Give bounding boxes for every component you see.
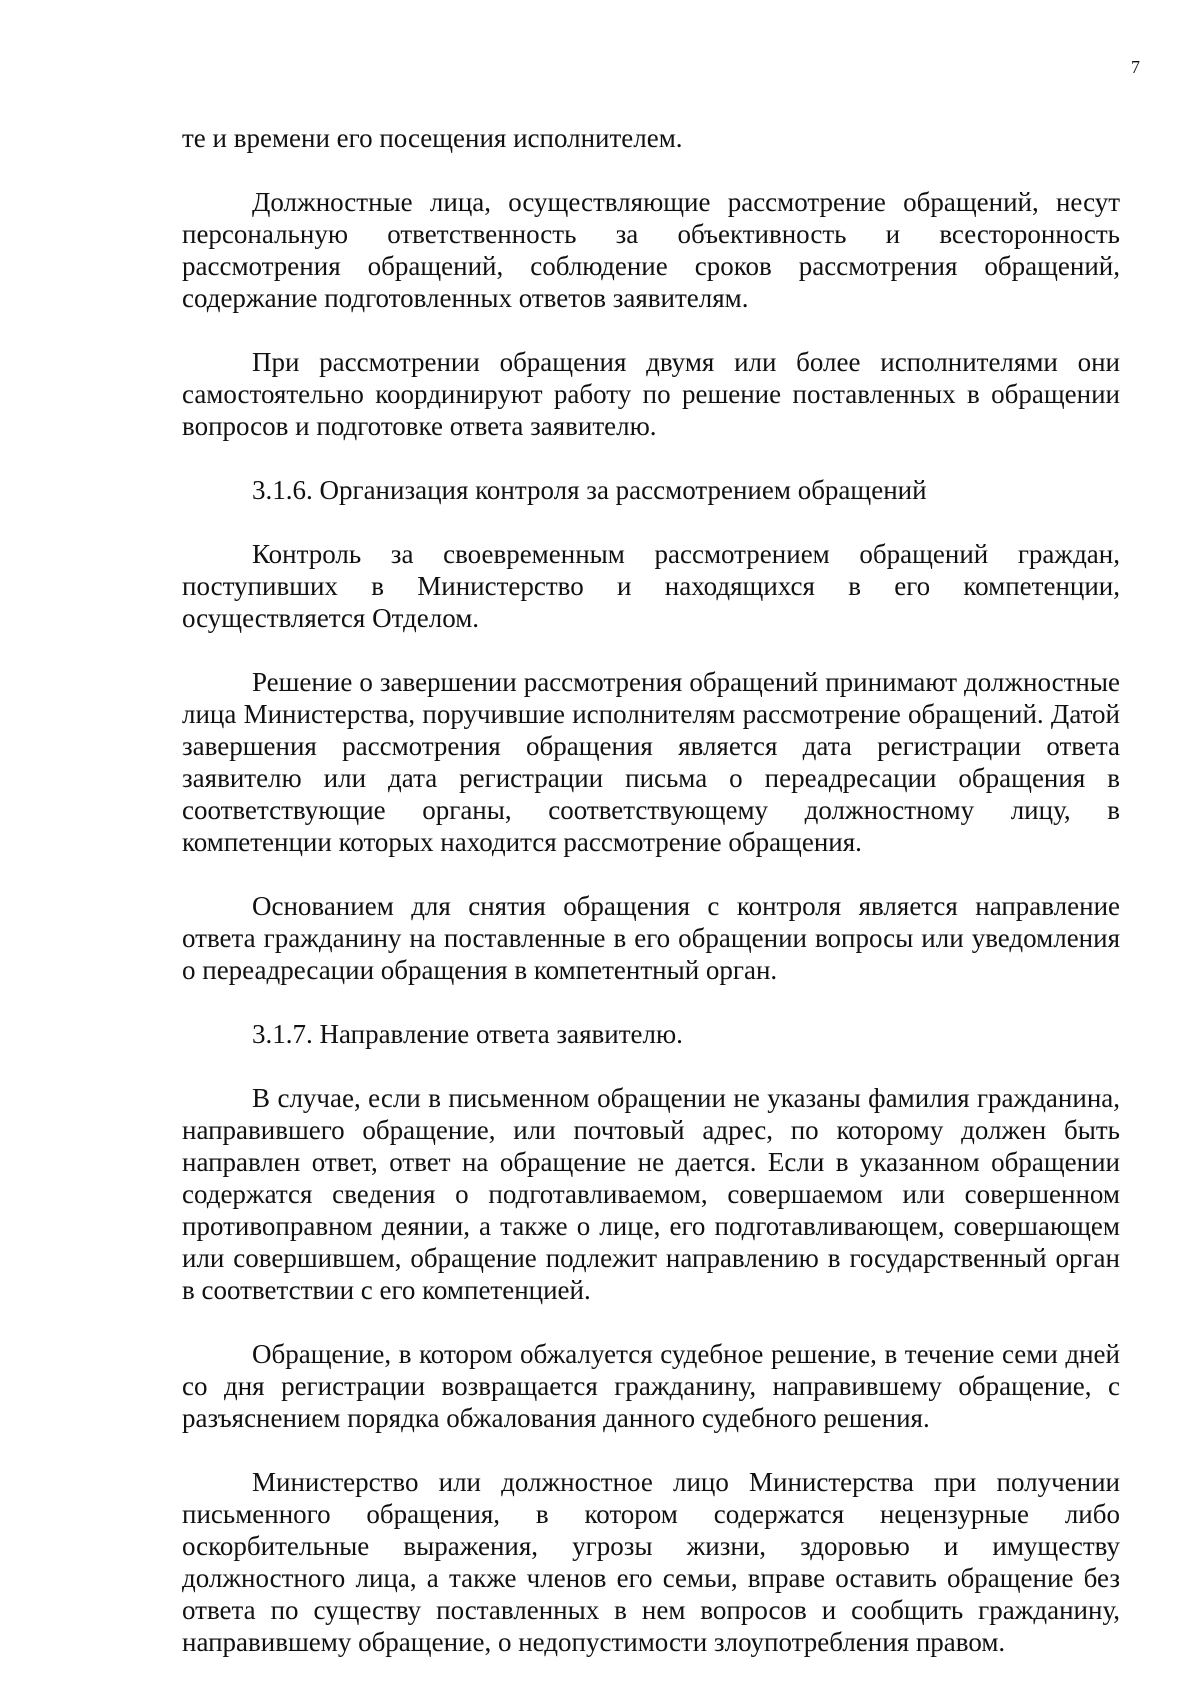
paragraph-completion-decision: Решение о завершении рассмотрения обращений принимают должностные лица Министерства, поручившие исполнителям рассмотрение обращений. Датой завершения рассмотрения обращения является дата регистрации ответа заявителю или дата регистрации письма о переадресации обращения в соответствующие органы, соответствующему должностному лицу, в компетенции которых находится рассмотрение обращения. [182, 667, 1120, 857]
paragraph-no-name-or-address: В случае, если в письменном обращении не указаны фамилия гражданина, направившего обращение, или почтовый адрес, по которому должен быть направлен ответ, ответ на обращение не дается. Если в указанном обращении содержатся сведения о подготавливаемом, совершаемом или совершенном противоправном деянии, а также о лице, его подготавливающем, совершающем или совершившем, обращение подлежит направлению в государственный орган в соответствии с его компетенцией. [182, 1083, 1120, 1305]
paragraph-court-decision: Обращение, в котором обжалуется судебное решение, в течение семи дней со дня регистрации возвращается гражданину, направившему обращение, с разъяснением порядка обжалования данного судебного решения. [182, 1339, 1120, 1433]
paragraph-removal-from-control: Основанием для снятия обращения с контроля является направление ответа гражданину на поставленные в его обращении вопросы или уведомления о переадресации обращения в компетентный орган. [182, 891, 1120, 985]
page-number: 7 [1131, 57, 1140, 77]
paragraph-continuation: те и времени его посещения исполнителем. [182, 123, 683, 153]
section-heading-3-1-7: 3.1.7. Направление ответа заявителю. [252, 1019, 683, 1049]
section-heading-3-1-6: 3.1.6. Организация контроля за рассмотрением обращений [252, 475, 927, 505]
document-body [182, 122, 1120, 1690]
paragraph-control: Контроль за своевременным рассмотрением обращений граждан, поступивших в Министерство и находящихся в его компетенции, осуществляется Отделом. [182, 539, 1120, 633]
paragraph-offensive-language: Министерство или должностное лицо Министерства при получении письменного обращения, в котором содержатся нецензурные либо оскорбительные выражения, угрозы жизни, здоровью и имуществу должностного лица, а также членов его семьи, вправе оставить обращение без ответа по существу поставленных в нем вопросов и сообщить гражданину, направившему обращение, о недопустимости злоупотребления правом. [182, 1467, 1120, 1657]
paragraph-multiple-executors: При рассмотрении обращения двумя или более исполнителями они самостоятельно координируют работу по решение поставленных в обращении вопросов и подготовке ответа заявителю. [182, 347, 1120, 441]
paragraph-responsibility: Должностные лица, осуществляющие рассмотрение обращений, несут персональную ответственность за объективность и всесторонность рассмотрения обращений, соблюдение сроков рассмотрения обращений, содержание подготовленных ответов заявителям. [182, 187, 1120, 313]
